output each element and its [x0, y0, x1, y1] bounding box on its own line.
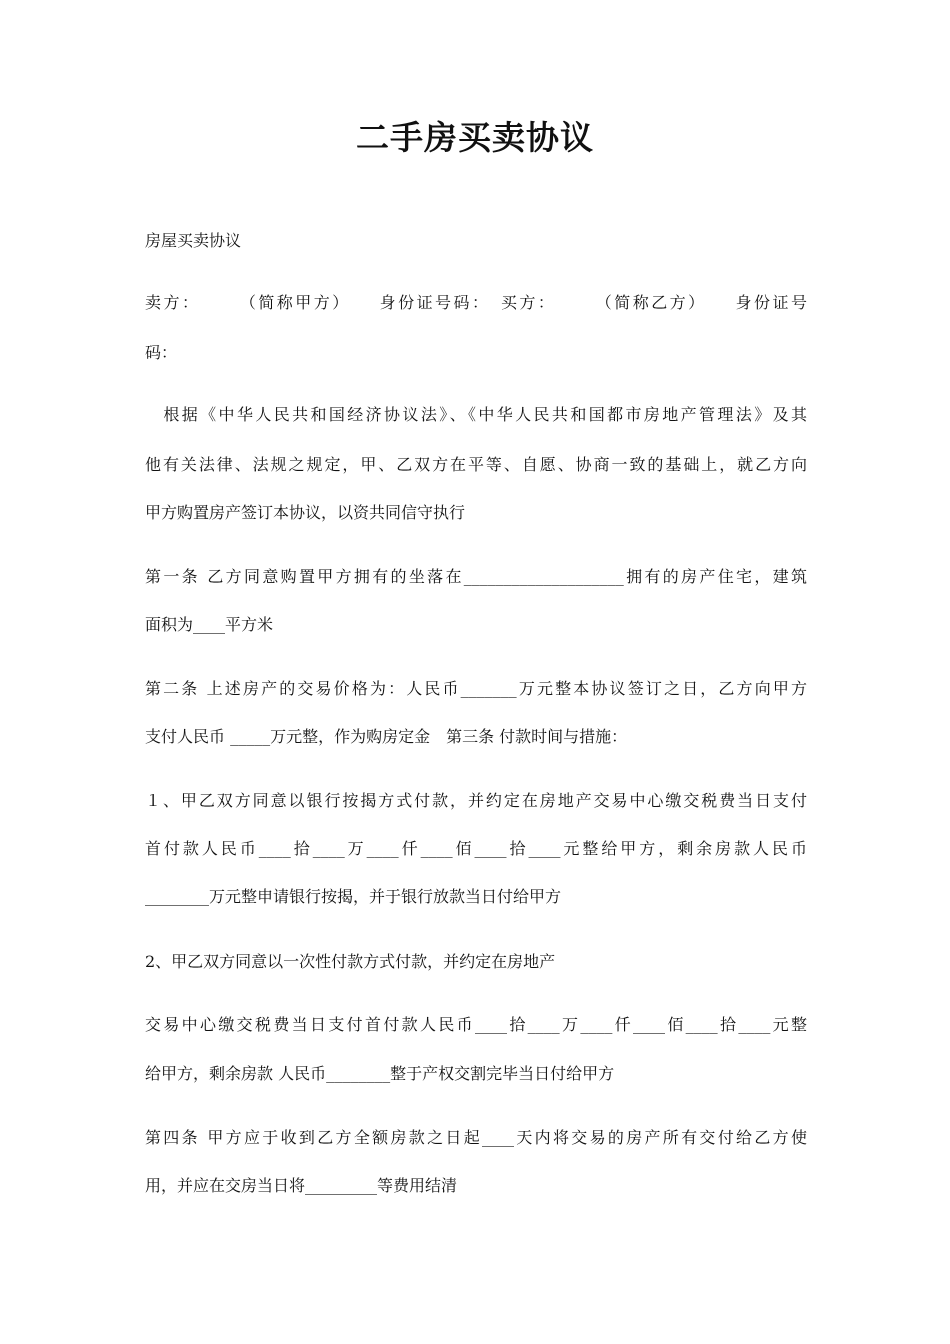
parties-line: 卖方： （简称甲方） 身份证号码： 买方： （简称乙方） 身份证号: [145, 293, 807, 312]
parties-line-cont: 码：: [145, 343, 178, 362]
article-4-line-1: 第四条 甲方应于收到乙方全额房款之日起____天内将交易的房产所有交付给乙方使: [145, 1128, 807, 1147]
article-2-line-1: 第二条 上述房产的交易价格为：人民币_______万元整本协议签订之日，乙方向甲方: [145, 679, 807, 698]
article-2-line-2: 支付人民币 _____万元整，作为购房定金 第三条 付款时间与措施：: [145, 727, 628, 746]
article-1-line-1: 第一条 乙方同意购置甲方拥有的坐落在____________________拥有的房产住宅，建筑: [145, 567, 807, 586]
payment-1-line-1: １、甲乙双方同意以银行按揭方式付款，并约定在房地产交易中心缴交税费当日支付: [145, 791, 807, 810]
article-4-line-2: 用，并应在交房当日将_________等费用结清: [145, 1176, 458, 1195]
preamble-line-3: 甲方购置房产签订本协议，以资共同信守执行: [145, 503, 466, 522]
preamble-line-1: 根据《中华人民共和国经济协议法》、《中华人民共和国都市房地产管理法》及其: [145, 405, 807, 424]
article-1-line-2: 面积为____平方米: [145, 615, 274, 634]
payment-1-line-3: ________万元整申请银行按揭，并于银行放款当日付给甲方: [145, 887, 562, 906]
payment-2-line-3: 给甲方，剩余房款 人民币________整于产权交割完毕当日付给甲方: [145, 1064, 615, 1083]
payment-1-line-2: 首付款人民币____拾____万____仟____佰____拾____元整给甲方，剩余房款人民币: [145, 839, 807, 858]
payment-2-line-2: 交易中心缴交税费当日支付首付款人民币____拾____万____仟____佰____拾____元整: [145, 1015, 807, 1034]
document-title: 二手房买卖协议: [356, 118, 594, 157]
preamble-line-2: 他有关法律、法规之规定，甲、乙双方在平等、自愿、协商一致的基础上，就乙方向: [145, 455, 807, 474]
payment-2-line-1: 2、甲乙双方同意以一次性付款方式付款，并约定在房地产: [145, 952, 556, 971]
subtitle: 房屋买卖协议: [145, 231, 242, 250]
